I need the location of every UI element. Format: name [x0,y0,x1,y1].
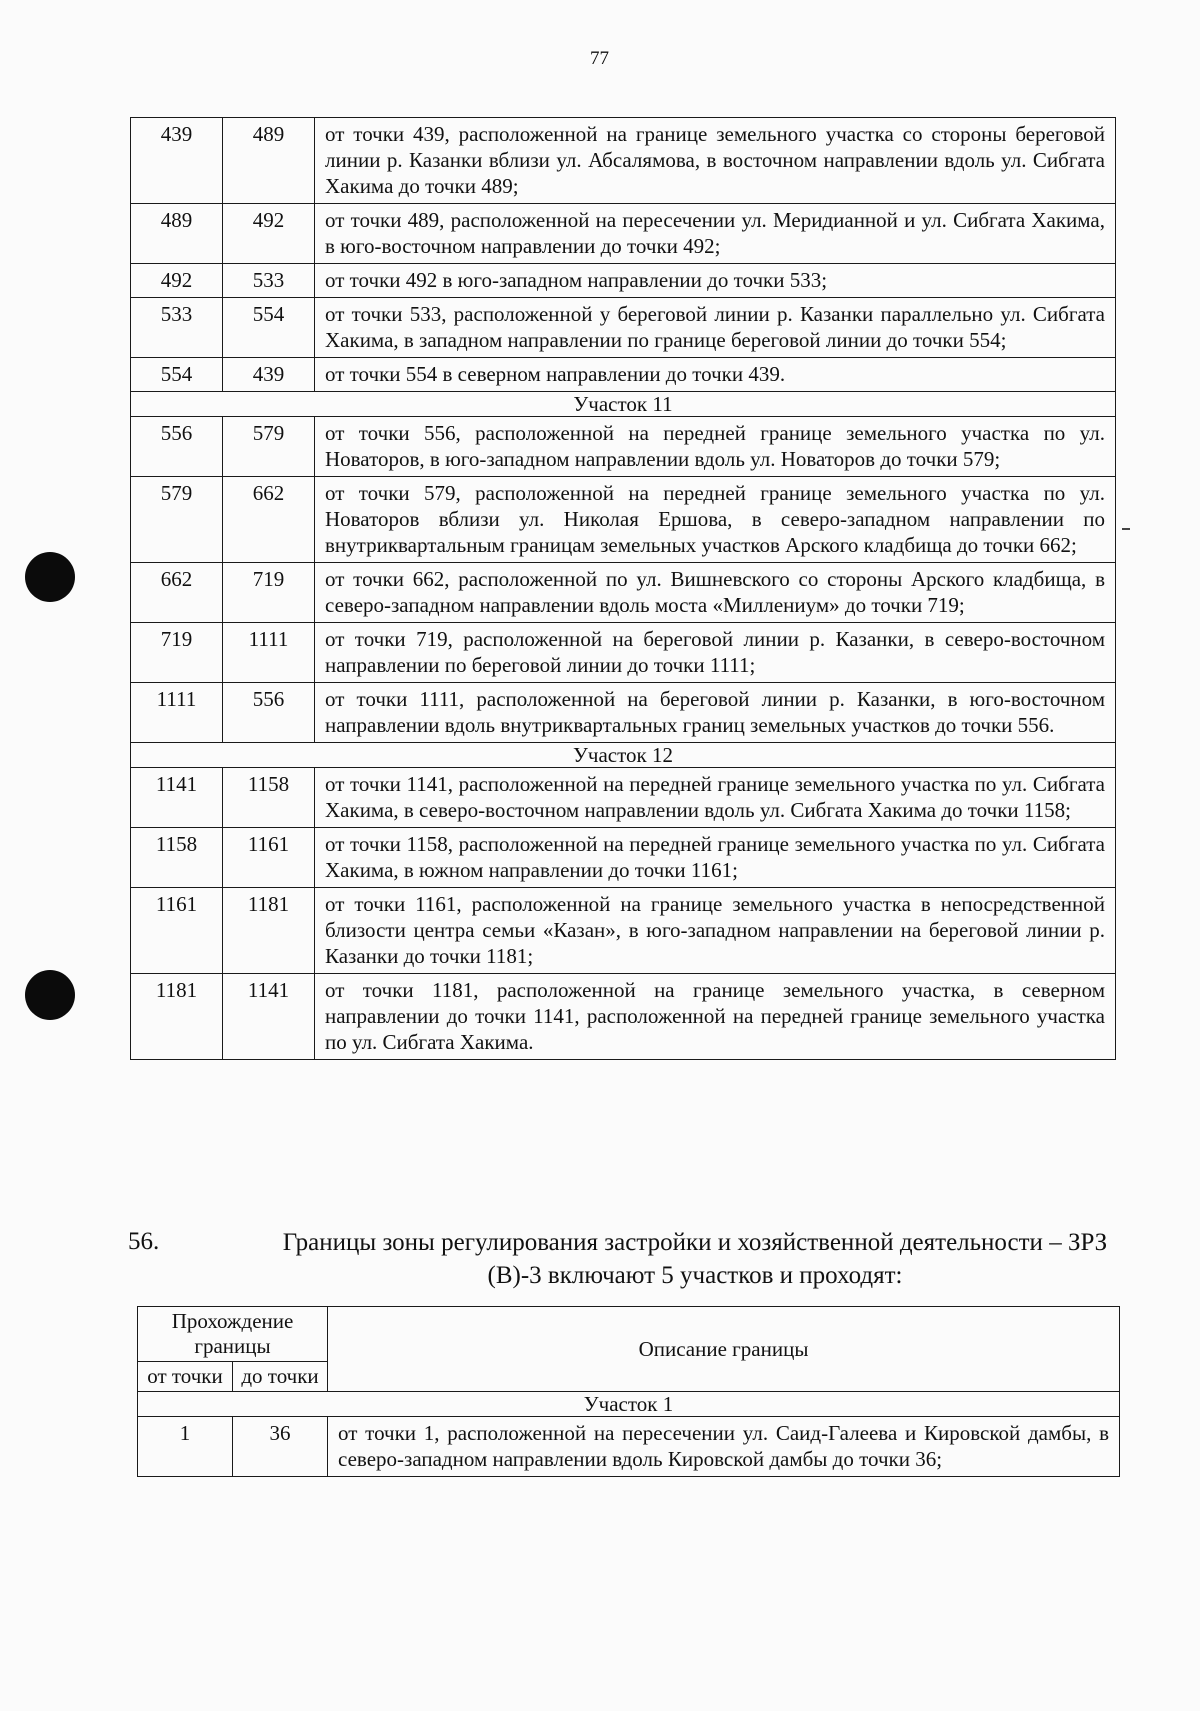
section-row [131,743,1116,768]
table-header-row [138,1307,1120,1362]
boundary-description: от точки 1181, расположенной на границе земельного участка, в северном направлении до точки 1141, расположенной на передней границе земельного участка по ул. Сибгата Хакима. [315,974,1116,1060]
from-point: 1111 [131,683,223,743]
boundary-description: от точки 1141, расположенной на передней границе земельного участка по ул. Сибгата Хакима, в северо-восточном направлении вдоль ул. Сибгата Хакима до точки 1158; [315,768,1116,828]
table-row [131,204,1116,264]
from-point: 492 [131,264,223,298]
to-point: 1158 [223,768,315,828]
from-point: 554 [131,358,223,392]
boundary-table-body [131,118,1116,1060]
boundary-description: от точки 579, расположенной на передней границе земельного участка по ул. Новаторов вблизи ул. Николая Ершова, в северо-западном направлении по внутриквартальным границам земельных участков Арского кладбища до точки 662; [315,477,1116,563]
from-point: 556 [131,417,223,477]
boundary-description: от точки 554 в северном направлении до точки 439. [315,358,1116,392]
to-point: 556 [223,683,315,743]
section-heading: Границы зоны регулирования застройки и хозяйственной деятельности – ЗРЗ (В)-3 включают 5 участков и проходят: [282,1229,1108,1289]
to-point: 719 [223,563,315,623]
table-row [131,563,1116,623]
boundary-description: от точки 1, расположенной на пересечении ул. Саид-Галеева и Кировской дамбы, в северо-западном направлении вдоль Кировской дамбы до точки 36; [328,1417,1120,1477]
boundary-description: от точки 662, расположенной по ул. Вишневского со стороны Арского кладбища, в северо-западном направлении вдоль моста «Миллениум» до точки 719; [315,563,1116,623]
table-row [131,828,1116,888]
section-row [138,1392,1120,1417]
section-label: Участок 12 [131,743,1116,768]
table-row [131,118,1116,204]
to-point: 533 [223,264,315,298]
table-row [131,264,1116,298]
table-row [131,623,1116,683]
table-row [131,358,1116,392]
table-row [131,298,1116,358]
boundary-description: от точки 1161, расположенной на границе земельного участка в непосредственной близости центра семьи «Казан», в юго-западном направлении на береговой линии р. Казанки до точки 1181; [315,888,1116,974]
header-to: до точки [233,1362,328,1392]
boundary-description: от точки 1111, расположенной на береговой линии р. Казанки, в юго-восточном направлении вдоль внутриквартальных границ земельных участков до точки 556. [315,683,1116,743]
header-description: Описание границы [328,1307,1120,1392]
section-number: 56. [128,1228,160,1255]
from-point: 1161 [131,888,223,974]
boundary-description: от точки 439, расположенной на границе земельного участка со стороны береговой линии р. Казанки вблизи ул. Абсалямова, в восточном направлении вдоль ул. Сибгата Хакима до точки 489; [315,118,1116,204]
from-point: 1158 [131,828,223,888]
from-point: 579 [131,477,223,563]
to-point: 36 [233,1417,328,1477]
from-point: 439 [131,118,223,204]
from-point: 719 [131,623,223,683]
boundary-description: от точки 533, расположенной у береговой линии р. Казанки параллельно ул. Сибгата Хакима, в западном направлении по границе береговой линии до точки 554; [315,298,1116,358]
margin-tick-mark [1122,528,1130,530]
to-point: 1181 [223,888,315,974]
table-row [131,417,1116,477]
section-label: Участок 1 [138,1392,1120,1417]
to-point: 1111 [223,623,315,683]
to-point: 489 [223,118,315,204]
table-row [131,974,1116,1060]
section-row [131,392,1116,417]
punch-hole-upper [25,552,75,602]
to-point: 662 [223,477,315,563]
from-point: 1 [138,1417,233,1477]
from-point: 489 [131,204,223,264]
to-point: 554 [223,298,315,358]
table-row [131,768,1116,828]
punch-hole-lower [25,970,75,1020]
from-point: 533 [131,298,223,358]
to-point: 439 [223,358,315,392]
header-from: от точки [138,1362,233,1392]
from-point: 662 [131,563,223,623]
boundary-description: от точки 489, расположенной на пересечении ул. Меридианной и ул. Сибгата Хакима, в юго-восточном направлении до точки 492; [315,204,1116,264]
to-point: 492 [223,204,315,264]
to-point: 579 [223,417,315,477]
boundary-description: от точки 1158, расположенной на передней границе земельного участка по ул. Сибгата Хакима, в южном направлении до точки 1161; [315,828,1116,888]
header-passage: Прохождение границы [138,1307,328,1362]
from-point: 1181 [131,974,223,1060]
boundary-description: от точки 719, расположенной на береговой линии р. Казанки, в северо-восточном направлении по береговой линии до точки 1111; [315,623,1116,683]
boundary-description: от точки 492 в юго-западном направлении до точки 533; [315,264,1116,298]
from-point: 1141 [131,768,223,828]
section-label: Участок 11 [131,392,1116,417]
to-point: 1161 [223,828,315,888]
boundary-table-zrz-v3-body [138,1307,1120,1477]
boundary-table-zrz-v3 [137,1306,1120,1477]
to-point: 1141 [223,974,315,1060]
boundary-table-continued [130,117,1116,1060]
table-row [131,888,1116,974]
table-row [138,1417,1120,1477]
table-row [131,477,1116,563]
table-row [131,683,1116,743]
page-number: 77 [590,48,609,69]
boundary-description: от точки 556, расположенной на передней границе земельного участка по ул. Новаторов, в юго-западном направлении вдоль ул. Новаторов до точки 579; [315,417,1116,477]
